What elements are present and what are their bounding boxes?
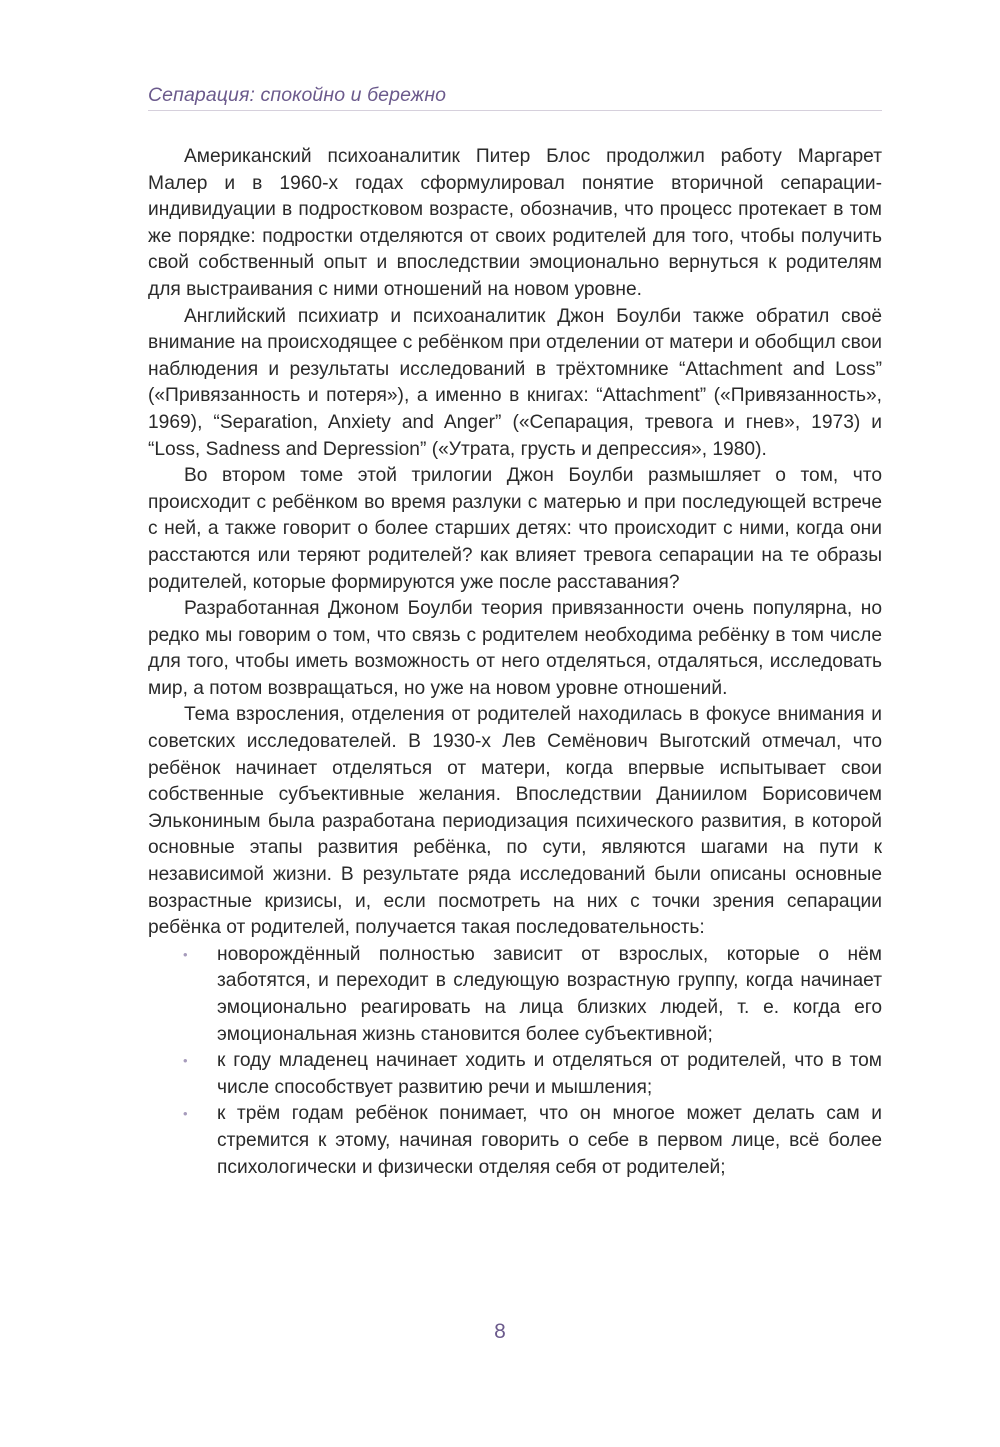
- list-item: [148, 1101, 882, 1181]
- page-number: 8: [494, 1320, 506, 1343]
- bullet-icon: •: [183, 1053, 188, 1069]
- paragraph-blos: Американский психоаналитик Питер Блос продолжил работу Маргарет Малер и в 1960-х годах сформулировал понятие вторичной сепарации-индивидуации в подростковом возрасте, обозначив, что процесс протекает в том же порядке: подростки отделяются от своих родителей для того, чтобы получить свой собственный опыт и впоследствии эмоционально вернуться к родителям для выстраивания с ними отношений на новом уровне.: [148, 146, 882, 300]
- list-item-text: к трём годам ребёнок понимает, что он многое может делать сам и стремится к этому, начиная говорить о себе в первом лице, всё более психологически и физически отделяя себя от родителей;: [217, 1103, 882, 1178]
- list-item: [148, 942, 882, 1048]
- running-header: [148, 84, 882, 111]
- separation-stages-list: [148, 942, 882, 1181]
- list-item-text: к году младенец начинает ходить и отделяться от родителей, что в том числе способствует развитию речи и мышления;: [217, 1050, 882, 1098]
- bullet-icon: •: [183, 946, 188, 962]
- list-item: [148, 1048, 882, 1101]
- page-body: [148, 144, 882, 1181]
- bullet-icon: •: [183, 1106, 188, 1122]
- paragraph-bowlby: Английский психиатр и психоаналитик Джон Боулби также обратил своё внимание на происходящее с ребёнком при отделении от матери и обобщил свои наблюдения и результаты исследований в трёхтомнике “Attachment and Loss” («Привязанность и потеря»), а именно в книгах: “Attachment” («Привязанность», 1969), “Separation, Anxiety and Anger” («Сепарация, тревога и гнев», 1973) и “Loss, Sadness and Depression” («Утрата, грусть и депрессия», 1980).: [148, 305, 883, 460]
- paragraph-trilogy: Во втором томе этой трилогии Джон Боулби размышляет о том, что происходит с ребёнком во время разлуки с матерью и при последующей встрече с ней, а также говорит о более старших детях: что происходит с ними, когда они расстаются или теряют родителей? как влияет тревога сепарации на те образы родителей, которые формируются уже после расставания?: [148, 465, 882, 593]
- paragraph-soviet-research: Тема взросления, отделения от родителей находилась в фокусе внимания и советских исследователей. В 1930-х Лев Семёнович Выготский отмечал, что ребёнок начинает отделяться от матери, когда впервые испытывает свои собственные субъективные желания. Впоследствии Даниилом Борисовичем Элькониным была разработана периодизация психического развития, в которой основные этапы развития ребёнка, по сути, являются шагами на пути к независимой жизни. В результате ряда исследований были описаны основные возрастные кризисы, и, если посмотреть на них с точки зрения сепарации ребёнка от родителей, получается такая последовательность:: [148, 704, 882, 939]
- list-item-text: новорождённый полностью зависит от взрослых, которые о нём заботятся, и переходит в следующую возрастную группу, когда начинает эмоционально реагировать на лица близких людей, т. е. когда его эмоциональная жизнь становится более субъективной;: [217, 943, 882, 1045]
- paragraph-attachment-theory: Разработанная Джоном Боулби теория привязанности очень популярна, но редко мы говорим о том, что связь с родителем необходима ребёнку в том числе для того, чтобы иметь возможность от него отделяться, отдаляться, исследовать мир, а потом возвращаться, но уже на новом уровне отношений.: [148, 598, 882, 699]
- running-title: Сепарация: спокойно и бережно: [148, 84, 447, 106]
